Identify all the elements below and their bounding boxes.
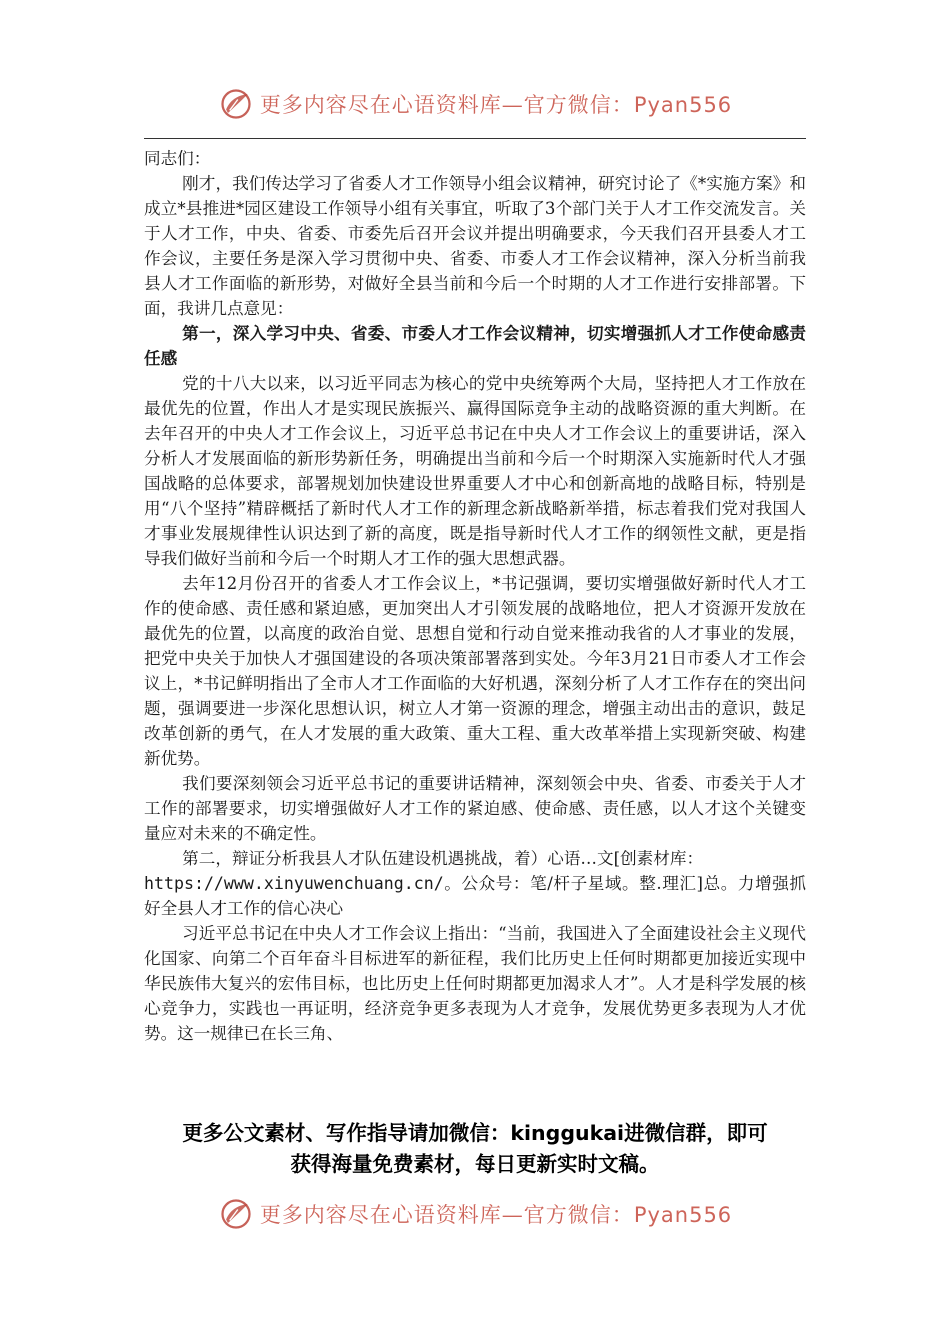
header-watermark-label: 更多内容尽在心语资料库—官方微信：: [259, 93, 634, 117]
promo-line-1: 更多公文素材、写作指导请加微信：kinggukai进微信群，即可: [182, 1121, 768, 1145]
heading-2-part-a: 第二，辩证分析我县人才队伍建设机遇挑战，着）心语…文[创素材库：: [182, 849, 704, 868]
paragraph-provincial-meeting: 去年12月份召开的省委人才工作会议上，*书记强调，要切实增强做好新时代人才工作的使命感、责任感和紧迫感，更加突出人才引领发展的战略地位，把人才资源开发放在最优先的位置，以高度的政治自觉、思想自觉和行动自觉来推动我省的人才事业的发展，把党中央关于加快人才强国建设的各项决策部署落到实处。今年3月21日市委人才工作会议上，*书记鲜明指出了全市人才工作面临的大好机遇，深刻分析了人才工作存在的突出问题，强调要进一步深化思想认识，树立人才第一资源的理念，增强主动出击的意识，鼓足改革创新的勇气，在人才发展的重大政策、重大工程、重大改革举措上实现新突破、构建新优势。: [144, 574, 806, 768]
paragraph-comprehension: 我们要深刻领会习近平总书记的重要讲话精神，深刻领会中央、省委、市委关于人才工作的部署要求，切实增强做好人才工作的紧迫感、使命感、责任感，以人才这个关键变量应对未来的不确定性。: [144, 774, 806, 843]
paragraph-intro: 刚才，我们传达学习了省委人才工作领导小组会议精神，研究讨论了《*实施方案》和成立*县推进*园区建设工作领导小组有关事宜，听取了3个部门关于人才工作交流发言。关于人才工作，中央、省委、市委先后召开会议并提出明确要求，今天我们召开县委人才工作会议，主要任务是深入学习贯彻中央、省委、市委人才工作会议精神，深入分析当前我县人才工作面临的新形势，对做好全县当前和今后一个时期的人才工作进行安排部署。下面，我讲几点意见：: [144, 174, 806, 318]
section-heading-1: 第一，深入学习中央、省委、市委人才工作会议精神，切实增强抓人才工作使命感责任感: [144, 324, 806, 368]
footer-watermark-text: [260, 1199, 732, 1229]
promo-notice: [120, 1118, 830, 1180]
paragraph-talent-demand: 习近平总书记在中央人才工作会议上指出：“当前，我国进入了全面建设社会主义现代化国家、向第二个百年奋斗目标进军的新征程，我们比历史上任何时期都更加接近实现中华民族伟大复兴的宏伟目标，也比历史上任何时期都更加渴求人才”。人才是科学发展的核心竞争力，实践也一再证明，经济竞争更多表现为人才竞争，发展优势更多表现为人才优势。这一规律已在长三角、: [144, 924, 806, 1043]
document-body: [144, 146, 806, 1046]
logo-icon: [218, 1196, 254, 1232]
footer-watermark: [0, 1190, 950, 1238]
header-watermark: [0, 80, 950, 128]
footer-wechat-id: Pyan556: [633, 1203, 733, 1227]
source-url-link[interactable]: https://www.xinyuwenchuang.cn/: [144, 874, 444, 893]
paragraph-central-meeting: 党的十八大以来，以习近平同志为核心的党中央统筹两个大局，坚持把人才工作放在最优先的位置，作出人才是实现民族振兴、赢得国际竞争主动的战略资源的重大判断。在去年召开的中央人才工作会议上，习近平总书记在中央人才工作会议上的重要讲话，深入分析人才发展面临的新形势新任务，明确提出当前和今后一个时期深入实施新时代人才强国战略的总体要求，部署规划加快建设世界重要人才中心和创新高地的战略目标，特别是用“八个坚持”精辟概括了新时代人才工作的新理念新战略新举措，标志着我们党对我国人才事业发展规律性认识达到了新的高度，既是指导新时代人才工作的纲领性文献，更是指导我们做好当前和今后一个时期人才工作的强大思想武器。: [144, 374, 806, 568]
footer-watermark-label: 更多内容尽在心语资料库—官方微信：: [259, 1203, 634, 1227]
promo-line-2: 获得海量免费素材，每日更新实时文稿。: [290, 1152, 660, 1176]
heading-2-part-b: 。公众号：笔/杆子星域。整.理汇]总。力增强抓好全县人才工作的信心决心: [144, 874, 806, 918]
section-heading-2: [144, 846, 806, 921]
header-wechat-id: Pyan556: [633, 93, 733, 117]
salutation: 同志们：: [144, 149, 211, 168]
header-divider: [144, 138, 806, 139]
logo-icon: [218, 86, 254, 122]
header-watermark-text: [260, 89, 732, 119]
